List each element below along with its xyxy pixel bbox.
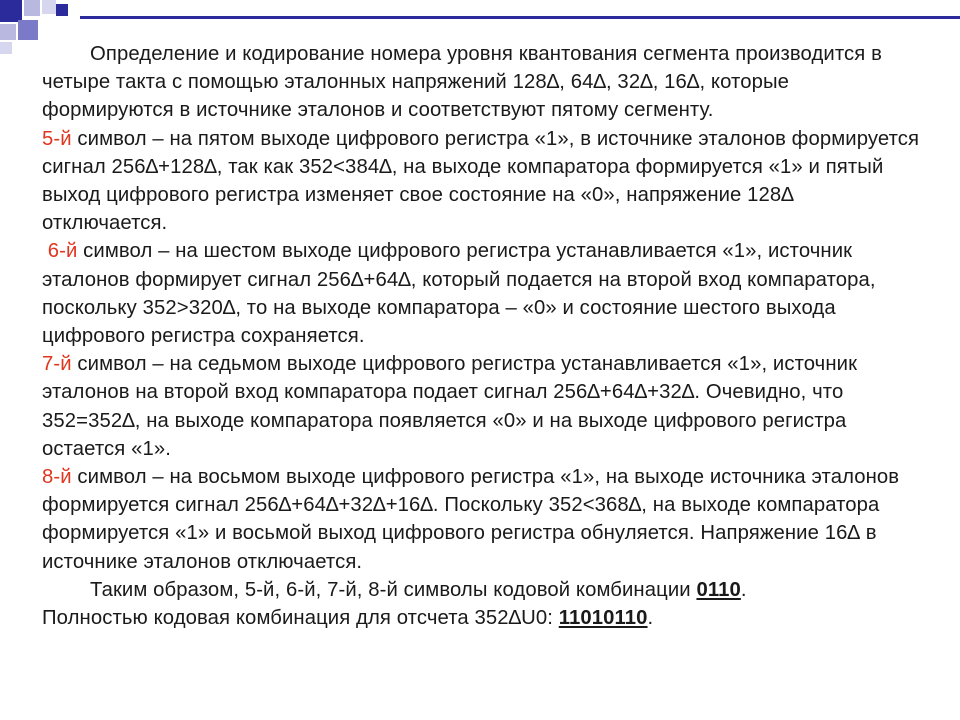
step-8-paragraph xyxy=(42,463,922,576)
step-5-paragraph xyxy=(42,125,922,238)
deco-square xyxy=(18,20,38,40)
full-code-end: . xyxy=(647,607,654,630)
step-8-label: 8-й xyxy=(42,466,72,489)
intro-paragraph: Определение и кодирование номера уровня квантования сегмента производится в четыре такта с помощью эталонных напряжений 128∆, 64∆, 32∆, 16∆, которые формируются в источнике эталонов и соответствуют пятому сегменту. xyxy=(42,43,882,122)
full-code-value: 11010110 xyxy=(558,607,648,630)
summary-end: . xyxy=(740,578,747,601)
step-5-text: символ – на пятом выходе цифрового регистра «1», в источнике эталонов формируется сигнал 256∆+128∆, так как 352<384∆, на выходе компаратора формируется «1» и пятый выход цифрового регистра изменяет свое состояние на «0», напряжение 128∆ отключается. xyxy=(42,127,920,235)
full-code-text: Полностью кодовая комбинация для отсчета 352∆U0: xyxy=(42,607,559,630)
step-7-text: символ – на седьмом выходе цифрового регистра устанавливается «1», источник эталонов на второй вход компаратора подает сигнал 256∆+64∆+32∆. Очевидно, что 352=352∆, на выходе компаратора появляется «0» и на выходе цифрового регистра остается «1». xyxy=(42,353,858,460)
step-6-text: символ – на шестом выходе цифрового регистра устанавливается «1», источник эталонов формирует сигнал 256∆+64∆, который подается на второй вход компаратора, поскольку 352>320∆, то на выходе компаратора – «0» и состояние шестого выхода цифрового регистра сохраняется. xyxy=(42,240,876,348)
step-8-text: символ – на восьмом выходе цифрового регистра «1», на выходе источника эталонов формируется сигнал 256∆+64∆+32∆+16∆. Поскольку 352<368∆, на выходе компаратора формируется «1» и восьмой выход цифрового регистра обнуляется. Напряжение 16∆ в источнике эталонов отключается. xyxy=(42,466,900,573)
slide-body xyxy=(42,40,922,632)
summary-text: Таким образом, 5-й, 6-й, 7-й, 8-й символы кодовой комбинации xyxy=(90,578,697,601)
deco-square xyxy=(0,24,16,40)
summary-code: 0110 xyxy=(696,578,741,601)
step-6-label: 6-й xyxy=(47,240,78,263)
summary-paragraph xyxy=(42,576,922,604)
step-7-label: 7-й xyxy=(42,353,72,376)
deco-square xyxy=(0,0,22,22)
full-code-paragraph xyxy=(42,604,922,632)
header-rule xyxy=(80,16,960,19)
deco-square xyxy=(42,0,56,14)
deco-square xyxy=(56,4,68,16)
step-6-paragraph xyxy=(42,237,922,350)
step-7-paragraph xyxy=(42,350,922,463)
step-5-label: 5-й xyxy=(42,127,72,150)
deco-square xyxy=(24,0,40,16)
deco-square xyxy=(0,42,12,54)
